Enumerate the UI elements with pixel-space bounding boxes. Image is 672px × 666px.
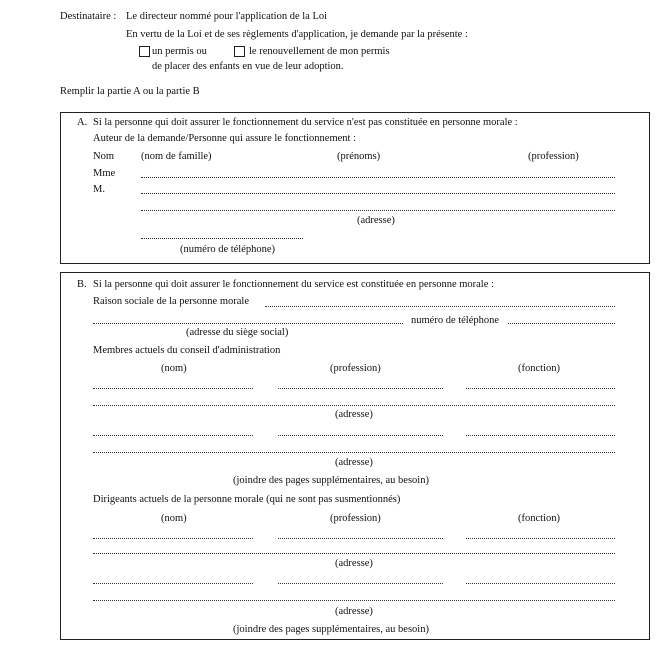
- label-m: M.: [93, 184, 105, 195]
- officer-function-line-2[interactable]: [466, 583, 615, 584]
- caption-officer-profession: (profession): [330, 513, 381, 524]
- board-address-line-1[interactable]: [93, 405, 615, 406]
- phone-line[interactable]: [141, 238, 303, 239]
- officer-profession-line-2[interactable]: [278, 583, 443, 584]
- board-function-line-2[interactable]: [466, 435, 615, 436]
- caption-officer-function: (fonction): [518, 513, 560, 524]
- name-line-1[interactable]: [141, 177, 615, 178]
- caption-board-name: (nom): [161, 363, 187, 374]
- option-continuation: de placer des enfants en vue de leur adoption.: [152, 61, 344, 72]
- officer-address-line-1[interactable]: [93, 553, 615, 554]
- caption-attach-pages-1: (joindre des pages supplémentaires, au besoin): [233, 475, 429, 486]
- name-line-2[interactable]: [141, 193, 615, 194]
- officer-address-line-2[interactable]: [93, 600, 615, 601]
- permit-checkbox[interactable]: [139, 46, 150, 57]
- caption-attach-pages-2: (joindre des pages supplémentaires, au besoin): [233, 624, 429, 635]
- caption-officer-address-1: (adresse): [335, 558, 373, 569]
- address-line[interactable]: [141, 210, 615, 211]
- board-name-line-2[interactable]: [93, 435, 253, 436]
- caption-board-function: (fonction): [518, 363, 560, 374]
- caption-officer-name: (nom): [161, 513, 187, 524]
- renewal-option-label: le renouvellement de mon permis: [249, 46, 390, 57]
- business-name-line[interactable]: [265, 306, 615, 307]
- part-a-subtitle: Auteur de la demande/Personne qui assure le fonctionnement :: [93, 133, 357, 144]
- officer-profession-line-1[interactable]: [278, 538, 443, 539]
- officer-function-line-1[interactable]: [466, 538, 615, 539]
- caption-phone: (numéro de téléphone): [180, 244, 276, 255]
- intro-text: En vertu de la Loi et de ses règlements d'application, je demande par la présente :: [126, 29, 468, 40]
- recipient-label: Destinataire :: [60, 11, 117, 22]
- caption-head-office: (adresse du siège social): [186, 327, 289, 338]
- caption-officer-address-2: (adresse): [335, 606, 373, 617]
- caption-profession: (profession): [528, 151, 579, 162]
- permit-option-label: un permis ou: [152, 46, 207, 57]
- business-phone-line[interactable]: [508, 323, 615, 324]
- officer-name-line-1[interactable]: [93, 538, 253, 539]
- caption-address: (adresse): [357, 215, 395, 226]
- officer-name-line-2[interactable]: [93, 583, 253, 584]
- part-a-letter: A.: [77, 117, 88, 128]
- label-phone-number: numéro de téléphone: [411, 315, 500, 326]
- board-function-line-1[interactable]: [466, 388, 615, 389]
- caption-board-address-2: (adresse): [335, 457, 373, 468]
- caption-board-profession: (profession): [330, 363, 381, 374]
- part-b-box: [60, 272, 650, 640]
- head-office-line[interactable]: [93, 323, 403, 324]
- caption-first-names: (prénoms): [337, 151, 381, 162]
- label-nom: Nom: [93, 151, 114, 162]
- recipient-value: Le directeur nommé pour l'application de la Loi: [126, 11, 328, 22]
- board-profession-line-2[interactable]: [278, 435, 443, 436]
- board-address-line-2[interactable]: [93, 452, 615, 453]
- board-profession-line-1[interactable]: [278, 388, 443, 389]
- board-name-line-1[interactable]: [93, 388, 253, 389]
- caption-board-address-1: (adresse): [335, 409, 373, 420]
- part-a-title: Si la personne qui doit assurer le fonctionnement du service n'est pas constituée en personne morale :: [93, 117, 518, 128]
- renewal-checkbox[interactable]: [234, 46, 245, 57]
- part-b-letter: B.: [77, 279, 87, 290]
- label-business-name: Raison sociale de la personne morale: [93, 296, 249, 307]
- caption-family-name: (nom de famille): [141, 151, 212, 162]
- label-mme: Mme: [93, 168, 116, 179]
- part-b-title: Si la personne qui doit assurer le fonctionnement du service est constituée en personne morale :: [93, 279, 494, 290]
- label-officers: Dirigeants actuels de la personne morale (qui ne sont pas susmentionnés): [93, 494, 401, 505]
- label-board-members: Membres actuels du conseil d'administration: [93, 345, 281, 356]
- instruction-text: Remplir la partie A ou la partie B: [60, 86, 200, 97]
